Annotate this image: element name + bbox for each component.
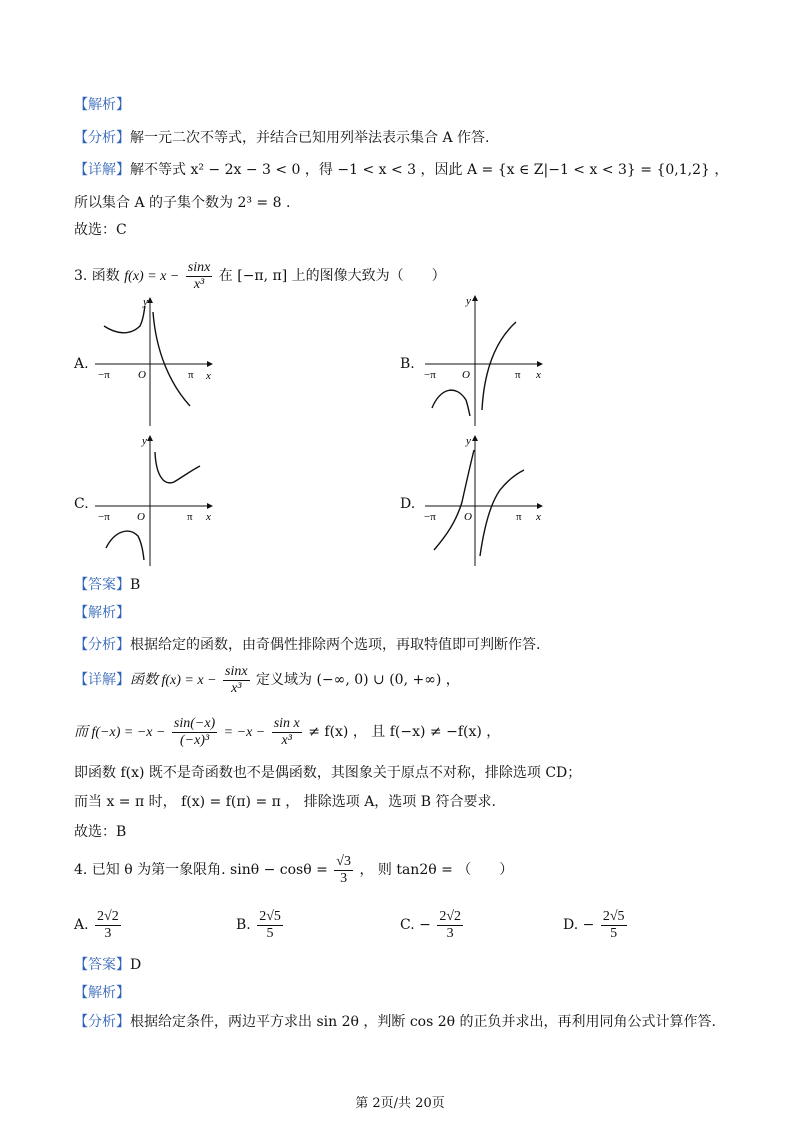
frac-num: sin x — [273, 715, 300, 731]
answer-line-1: 故选：C — [74, 222, 127, 238]
y-label: y — [142, 435, 147, 447]
answer-line-2: 故选：B — [74, 824, 127, 840]
xiangjie-post: 定义域为 (−∞, 0) ∪ (0, +∞) ， — [256, 672, 460, 688]
curve-left — [434, 450, 474, 550]
frac-num: sin(−x) — [173, 715, 216, 731]
option-sign: − — [582, 917, 595, 933]
neg-pi-label: −π — [98, 511, 110, 523]
origin-label: O — [137, 511, 145, 523]
frac-den: x³ — [231, 680, 242, 696]
special-value-line: 而当 x = π 时， f(x) = f(π) = π ， 排除选项 A，选项 B 符合要求. — [74, 794, 496, 810]
fenxi-text: 解一元二次不等式，并结合已知用列举法表示集合 A 作答. — [130, 130, 490, 146]
x-label: x — [536, 369, 541, 381]
pi-label: π — [187, 511, 193, 523]
curve-right — [482, 322, 516, 410]
frac-den: 5 — [266, 925, 274, 941]
curve-right — [155, 452, 200, 483]
frac-den: 5 — [610, 925, 618, 941]
q3-func: f(x) = x − — [124, 269, 180, 284]
q3-stem — [74, 258, 446, 295]
frac-den: x³ — [281, 732, 292, 748]
jiexi-tag-2: 【解析】 — [74, 605, 130, 621]
pi-label: π — [516, 511, 522, 523]
y-label: y — [466, 435, 471, 447]
frac-num: 2√2 — [439, 908, 461, 924]
q4-option-a[interactable] — [74, 905, 123, 945]
y-label: y — [466, 295, 471, 307]
option-label: B. — [236, 917, 251, 933]
xiangjie-text: 解不等式 x² − 2x − 3 < 0 ，得 −1 < x < 3 ，因此 A = {x ∈ Z|−1 < x < 3} = {0,1,2} ， — [130, 162, 729, 178]
q3-answer: B — [130, 577, 141, 593]
neg-pi-label: −π — [98, 369, 110, 381]
line2-frac-2 — [272, 716, 302, 749]
neg-pi-label: −π — [424, 511, 436, 523]
frac-num: sinx — [225, 663, 248, 679]
derivation-line — [74, 712, 500, 753]
option-fraction — [601, 909, 627, 942]
fenxi-tag: 【分析】 — [74, 637, 130, 653]
q3-number: 3. 函数 — [74, 268, 120, 284]
daan-tag: 【答案】 — [74, 577, 130, 593]
xiangjie-line-2 — [74, 662, 460, 699]
option-sign: − — [419, 917, 431, 933]
q4-stem — [74, 850, 513, 890]
line2-mid: = −x − — [223, 725, 266, 740]
option-label: A. — [74, 917, 89, 933]
q3-frac-num: sinx — [187, 259, 211, 275]
parity-line: 即函数 f(x) 既不是奇函数也不是偶函数，其图象关于原点不对称，排除选项 CD； — [74, 765, 582, 781]
option-c-label: C. — [74, 496, 89, 512]
frac-num: 2√2 — [97, 908, 119, 924]
origin-label: O — [138, 369, 146, 381]
graph-option-b — [420, 292, 550, 428]
x-label: x — [206, 370, 211, 382]
option-label: D. — [563, 917, 579, 933]
fenxi-text: 根据给定条件，两边平方求出 sin 2θ ，判断 cos 2θ 的正负并求出，再利用同角公式计算作答. — [130, 1014, 716, 1030]
q4-answer-line — [74, 955, 141, 975]
q3-answer-line — [74, 575, 140, 595]
q4-stem-pre: 4. 已知 θ 为第一象限角. sinθ − cosθ = — [74, 862, 328, 878]
option-fraction — [95, 909, 121, 942]
option-a-label: A. — [74, 356, 89, 372]
frac-den: (−x)³ — [179, 732, 210, 748]
fenxi-tag: 【分析】 — [74, 1014, 130, 1030]
jiexi-tag-3: 【解析】 — [74, 985, 130, 1001]
frac-num: 2√5 — [259, 908, 281, 924]
q3-tail: 在 [−π, π] 上的图像大致为（ ） — [218, 268, 446, 284]
fenxi-line-2 — [74, 635, 540, 655]
q4-option-c[interactable] — [400, 905, 465, 945]
fenxi-line-1 — [74, 128, 489, 148]
origin-label: O — [464, 511, 472, 523]
x-label: x — [536, 511, 541, 523]
curve-left — [432, 390, 470, 416]
option-b-label: B. — [400, 356, 415, 372]
q4-answer: D — [130, 957, 142, 973]
q3-fraction — [186, 260, 213, 293]
fenxi-text: 根据给定的函数，由奇偶性排除两个选项，再取特值即可判断作答. — [130, 637, 541, 653]
origin-label: O — [462, 369, 470, 381]
x-label: x — [206, 511, 211, 523]
option-fraction — [437, 909, 463, 942]
q4-fraction — [334, 854, 353, 887]
line2-pre: 而 f(−x) = −x − — [74, 725, 166, 740]
option-fraction — [257, 909, 283, 942]
graph-option-a — [90, 292, 220, 428]
pi-label: π — [515, 369, 521, 381]
option-d-label: D. — [400, 496, 416, 512]
q3-frac-den: x³ — [193, 276, 205, 292]
q4-stem-post: ， 则 tan2θ = （ ） — [359, 862, 514, 878]
y-label: y — [143, 296, 148, 308]
xiangjie-tag: 【详解】 — [74, 162, 130, 178]
pi-label: π — [188, 369, 194, 381]
frac-den: 3 — [104, 925, 112, 941]
option-label: C. — [400, 917, 415, 933]
q4-option-d[interactable] — [563, 905, 629, 945]
graph-option-d — [420, 432, 550, 568]
xiangjie-tag: 【详解】 — [74, 672, 130, 688]
q4-option-b[interactable] — [236, 905, 285, 945]
frac-num: 2√5 — [602, 908, 625, 924]
graph-option-c — [90, 432, 220, 568]
line2-post: ≠ f(x) ， 且 f(−x) ≠ −f(x) ， — [308, 724, 501, 740]
fenxi-line-3 — [74, 1012, 716, 1032]
page-footer: 第 2页/共 20页 — [355, 1096, 445, 1111]
curve-left — [104, 306, 145, 333]
xiangjie-line-1 — [74, 160, 728, 180]
frac-den: 3 — [446, 925, 454, 941]
fenxi-tag: 【分析】 — [74, 130, 130, 146]
curve-left — [106, 531, 144, 560]
xiangjie-fraction — [223, 664, 250, 697]
neg-pi-label: −π — [424, 369, 436, 381]
curve-right — [153, 312, 190, 406]
frac-num: √3 — [336, 853, 351, 869]
subset-line: 所以集合 A 的子集个数为 2³ = 8 . — [74, 195, 291, 211]
line2-frac-1 — [172, 716, 217, 749]
jiexi-tag-1: 【解析】 — [74, 97, 130, 113]
xiangjie-pre: 函数 f(x) = x − — [130, 673, 217, 688]
daan-tag: 【答案】 — [74, 957, 130, 973]
frac-den: 3 — [340, 870, 348, 886]
